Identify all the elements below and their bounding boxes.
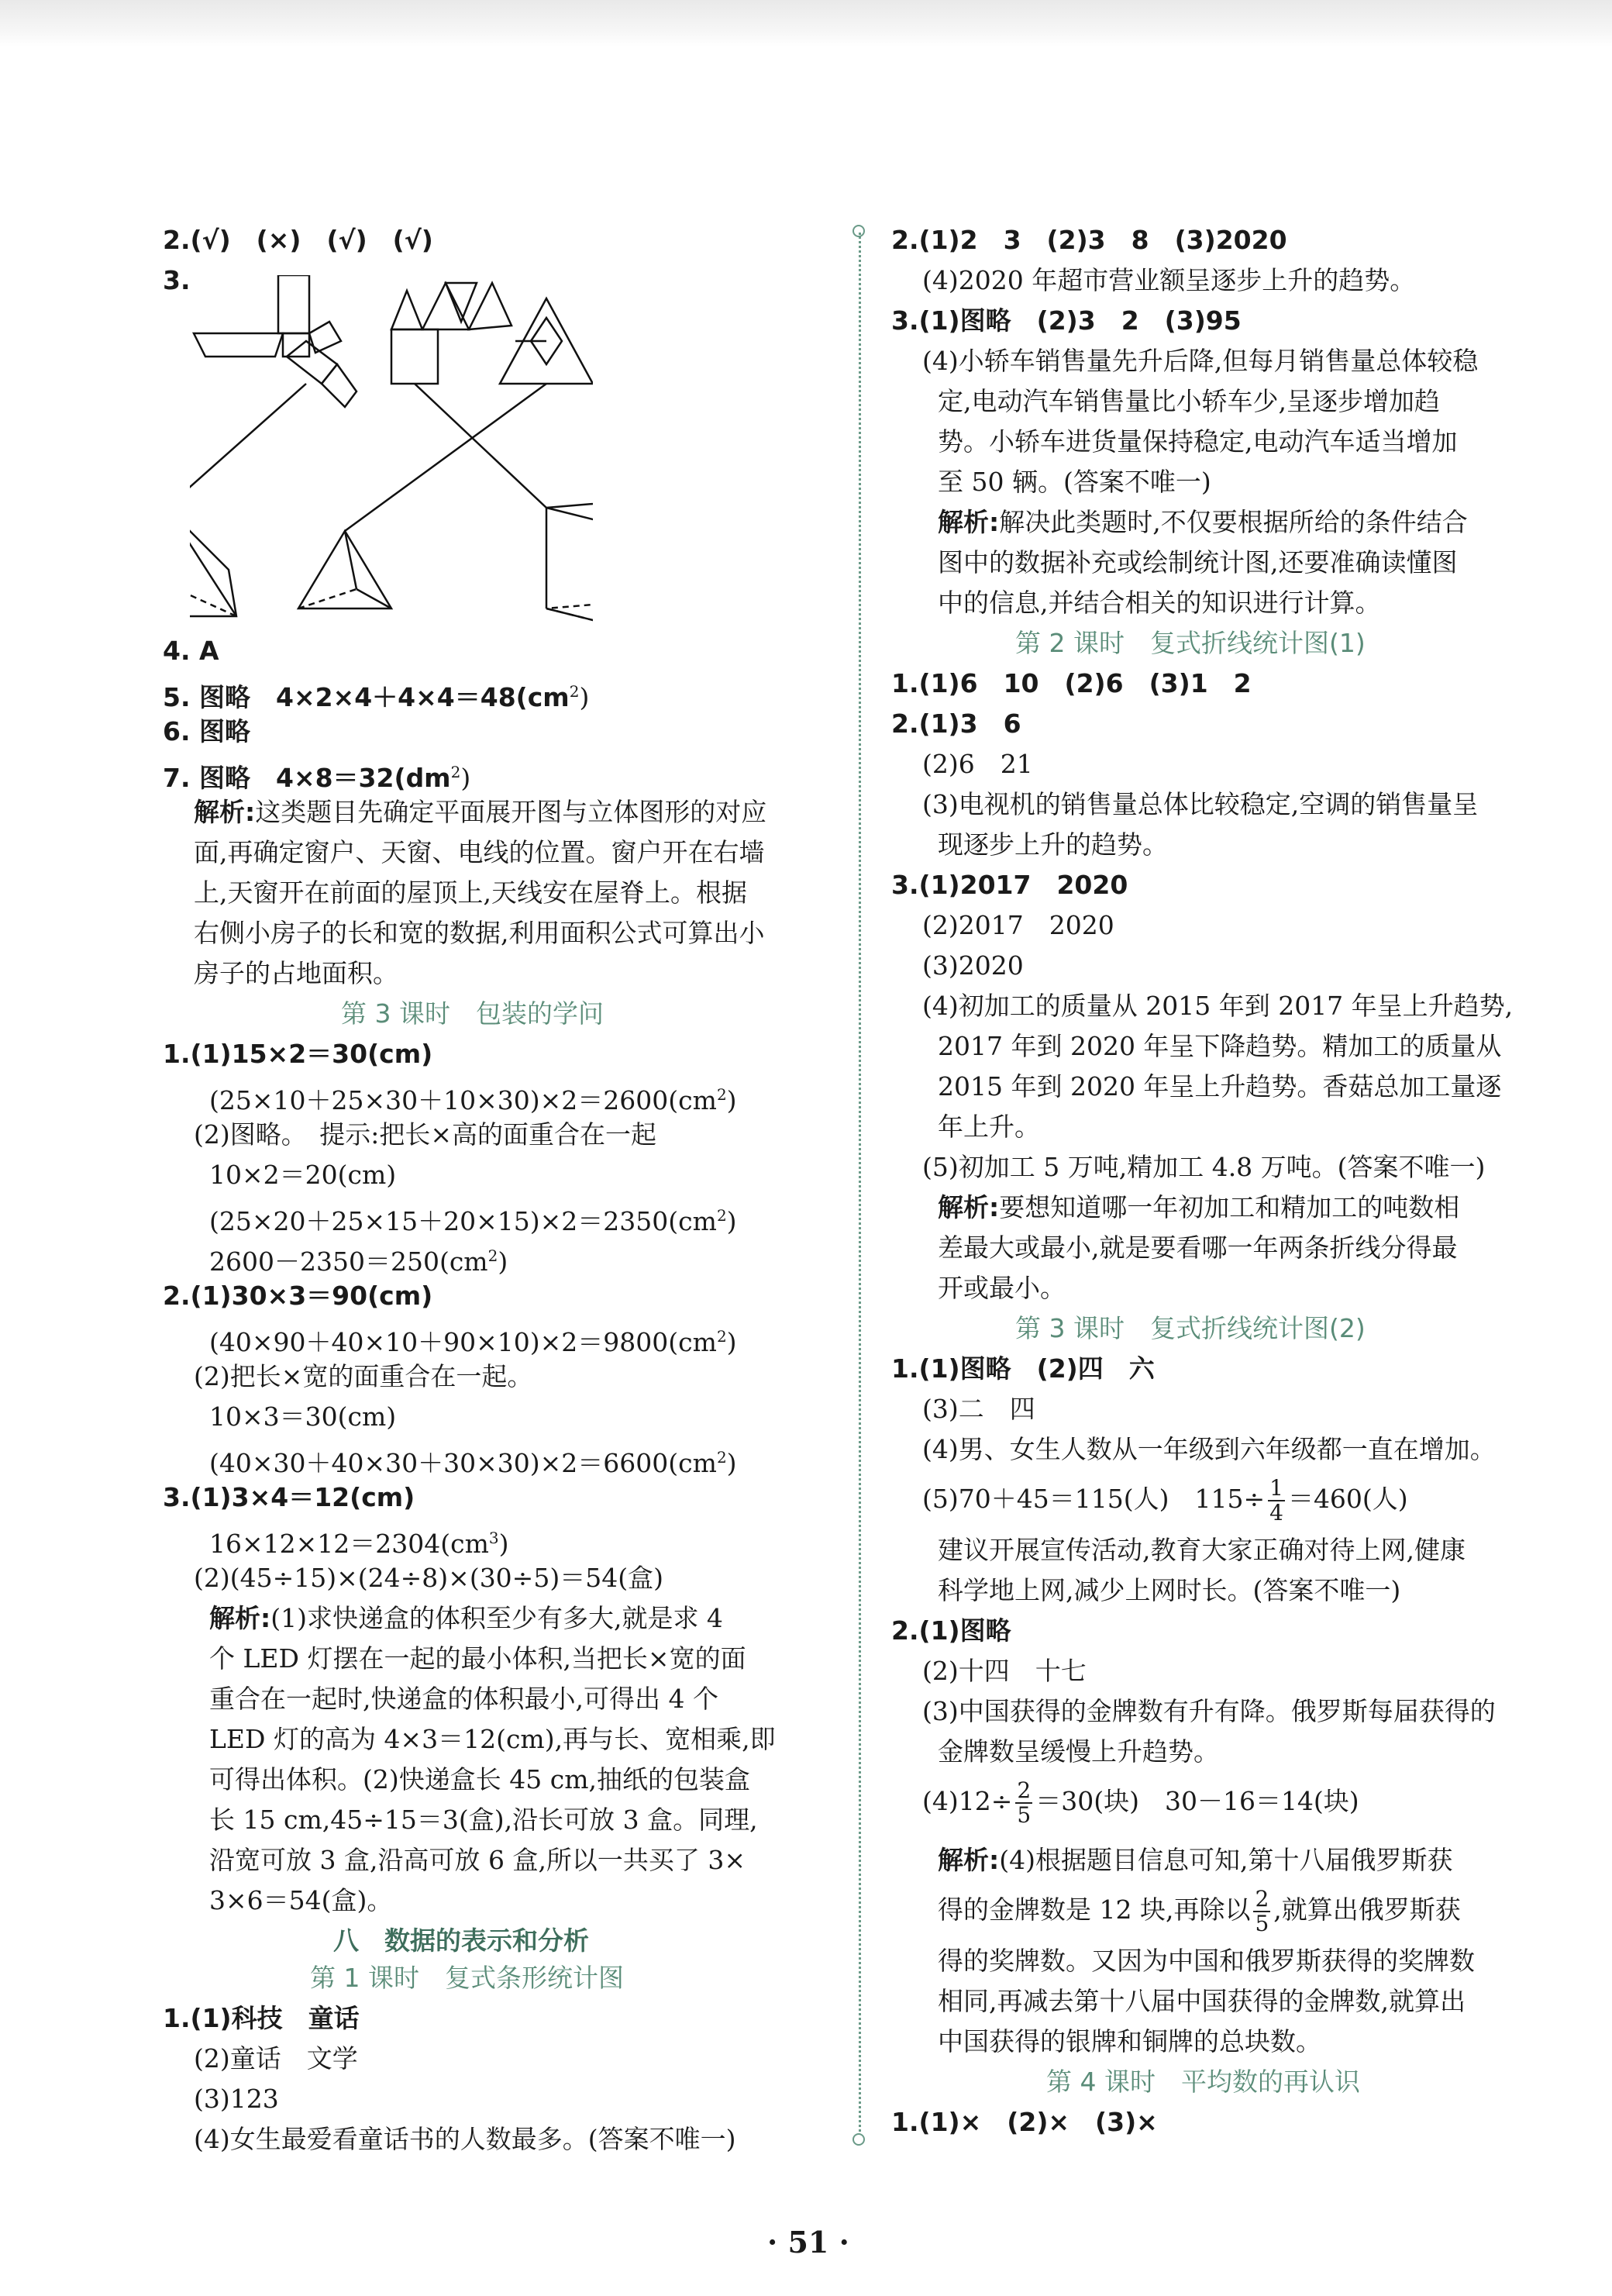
analysis-line: 房子的占地面积。 bbox=[194, 958, 398, 988]
answer-line: (2)图略。 提示:把长×高的面重合在一起 bbox=[194, 1119, 657, 1150]
column-divider bbox=[859, 233, 861, 2132]
paren: ) bbox=[726, 1448, 737, 1478]
top-scan-band bbox=[0, 0, 1612, 47]
answer-line: (40×90＋40×10＋90×10)×2＝9800(cm bbox=[209, 1327, 717, 1357]
answer-line: (40×30＋40×30＋30×30)×2＝6600(cm bbox=[209, 1448, 717, 1478]
answer-q4: 4. A bbox=[163, 636, 219, 666]
answer-line: (25×10＋25×30＋10×30)×2＝2600(cm bbox=[209, 1085, 717, 1115]
answer-line: 2.(1)2 3 (2)3 8 (3)2020 bbox=[891, 225, 1287, 255]
answer-line: 金牌数呈缓慢上升趋势。 bbox=[938, 1736, 1219, 1767]
analysis-line: 得的奖牌数。又因为中国和俄罗斯获得的奖牌数 bbox=[938, 1946, 1475, 1976]
answer-line: 定,电动汽车销售量比小轿车少,呈逐步增加趋 bbox=[938, 386, 1440, 416]
paren: ) bbox=[460, 763, 471, 793]
analysis-line: ,就算出俄罗斯获 bbox=[1273, 1894, 1461, 1925]
analysis-label: 解析: bbox=[938, 1192, 1000, 1222]
analysis-line: 图中的数据补充或绘制统计图,还要准确读懂图 bbox=[938, 547, 1458, 577]
answer-line: (3)2020 bbox=[922, 950, 1024, 981]
analysis-line: 可得出体积。(2)快递盒长 45 cm,抽纸的包装盒 bbox=[209, 1764, 750, 1794]
denominator: 5 bbox=[1255, 1911, 1269, 1936]
sup-3: 3 bbox=[488, 1529, 499, 1547]
sup-2: 2 bbox=[716, 1206, 727, 1225]
answer-line: ＝30(块) 30－16＝14(块) bbox=[1035, 1786, 1359, 1816]
analysis-line: 长 15 cm,45÷15＝3(盒),沿长可放 3 盒。同理, bbox=[209, 1805, 758, 1835]
answer-line: 3.(1)3×4＝12(cm) bbox=[163, 1482, 415, 1512]
answer-line: 1.(1)× (2)× (3)× bbox=[891, 2107, 1158, 2137]
answer-line: 16×12×12＝2304(cm bbox=[209, 1529, 489, 1559]
answer-line: (4)初加工的质量从 2015 年到 2017 年呈上升趋势, bbox=[922, 991, 1514, 1021]
paren: ) bbox=[726, 1327, 737, 1357]
section-title: 第 4 课时 平均数的再认识 bbox=[1046, 2067, 1360, 2097]
fraction bbox=[1015, 1779, 1032, 1827]
denominator: 4 bbox=[1269, 1500, 1283, 1525]
analysis-label: 解析: bbox=[194, 797, 256, 827]
net-trapezoid-shape bbox=[194, 333, 283, 357]
paren: ) bbox=[498, 1246, 508, 1277]
fraction bbox=[1253, 1887, 1270, 1936]
answer-line: (5)70＋45＝115(人) 115÷ bbox=[922, 1484, 1266, 1514]
answer-line: 2600－2350＝250(cm bbox=[209, 1246, 488, 1277]
denominator: 5 bbox=[1017, 1802, 1032, 1828]
sup-2: 2 bbox=[716, 1327, 727, 1346]
analysis-line: 开或最小。 bbox=[938, 1273, 1066, 1303]
numerator: 2 bbox=[1017, 1777, 1032, 1803]
paren: ) bbox=[726, 1206, 737, 1236]
numerator: 2 bbox=[1255, 1886, 1269, 1912]
answer-line: (3)中国获得的金牌数有升有降。俄罗斯每届获得的 bbox=[922, 1696, 1496, 1726]
numerator: 1 bbox=[1269, 1475, 1283, 1501]
analysis-line: 3×6＝54(盒)。 bbox=[209, 1885, 393, 1915]
answer-line: 3.(1)图略 (2)3 2 (3)95 bbox=[891, 305, 1242, 336]
answer-line: (3)电视机的销售量总体比较稳定,空调的销售量呈 bbox=[922, 789, 1479, 819]
answer-line: 势。小轿车进货量保持稳定,电动汽车适当增加 bbox=[938, 426, 1458, 457]
answer-line: 2.(1)图略 bbox=[891, 1615, 1011, 1646]
answer-line: (4)2020 年超市营业额呈逐步上升的趋势。 bbox=[922, 265, 1416, 295]
analysis-line: 差最大或最小,就是要看哪一年两条折线分得最 bbox=[938, 1232, 1458, 1263]
analysis-line: 右侧小房子的长和宽的数据,利用面积公式可算出小 bbox=[194, 918, 765, 948]
answer-line: (2)6 21 bbox=[922, 749, 1033, 779]
answer-line: 1.(1)6 10 (2)6 (3)1 2 bbox=[891, 668, 1252, 698]
analysis-line: 中的信息,并结合相关的知识进行计算。 bbox=[938, 588, 1381, 618]
sup-2: 2 bbox=[569, 682, 580, 701]
sup-2: 2 bbox=[450, 763, 461, 781]
fraction bbox=[1268, 1477, 1285, 1525]
answer-line: (2)2017 2020 bbox=[922, 910, 1114, 940]
answer-line: 3.(1)2017 2020 bbox=[891, 870, 1128, 900]
answer-line: (4)12÷ bbox=[922, 1786, 1013, 1816]
answer-line: 10×3＝30(cm) bbox=[209, 1401, 397, 1432]
sup-2: 2 bbox=[716, 1448, 727, 1467]
analysis-line: 个 LED 灯摆在一起的最小体积,当把长×宽的面 bbox=[209, 1643, 746, 1674]
analysis-line: 这类题目先确定平面展开图与立体图形的对应 bbox=[255, 797, 767, 827]
analysis-line: (4)根据题目信息可知,第十八届俄罗斯获 bbox=[999, 1845, 1453, 1875]
answer-line: 2015 年到 2020 年呈上升趋势。香菇总加工量逐 bbox=[938, 1071, 1502, 1101]
section-title: 第 1 课时 复式条形统计图 bbox=[310, 1963, 624, 1993]
answer-line: (4)女生最爱看童话书的人数最多。(答案不唯一) bbox=[194, 2124, 736, 2154]
answer-line: 2017 年到 2020 年呈下降趋势。精加工的质量从 bbox=[938, 1031, 1502, 1061]
answer-line: (4)男、女生人数从一年级到六年级都一直在增加。 bbox=[922, 1434, 1496, 1464]
answer-line: 2.(1)3 6 bbox=[891, 708, 1021, 739]
answer-q3: 3. bbox=[163, 265, 191, 295]
answer-line: 科学地上网,减少上网时长。(答案不唯一) bbox=[938, 1575, 1401, 1605]
paren: ) bbox=[579, 682, 590, 712]
answer-line: 2.(1)30×3＝90(cm) bbox=[163, 1281, 433, 1311]
answer-q2: 2.(√) (×) (√) (√) bbox=[163, 225, 433, 255]
analysis-line: 得的金牌数是 12 块,再除以 bbox=[938, 1894, 1251, 1925]
answer-q5: 5. 图略 4×2×4＋4×4＝48(cm bbox=[163, 682, 570, 712]
answer-line: 1.(1)15×2＝30(cm) bbox=[163, 1039, 433, 1069]
analysis-label: 解析: bbox=[938, 507, 1000, 537]
analysis-label: 解析: bbox=[209, 1603, 271, 1633]
answer-line: 1.(1)图略 (2)四 六 bbox=[891, 1353, 1155, 1384]
analysis-line: 上,天窗开在前面的屋顶上,天线安在屋脊上。根据 bbox=[194, 877, 747, 908]
answer-line: (25×20＋25×15＋20×15)×2＝2350(cm bbox=[209, 1206, 717, 1236]
matching-figure bbox=[190, 275, 593, 624]
section-title: 第 3 课时 复式折线统计图(2) bbox=[1015, 1313, 1366, 1343]
section-title: 第 3 课时 包装的学问 bbox=[341, 998, 604, 1029]
analysis-line: 中国获得的银牌和铜牌的总块数。 bbox=[938, 2026, 1321, 2056]
answer-line: (3)二 四 bbox=[922, 1394, 1035, 1424]
analysis-line: 沿宽可放 3 盒,沿高可放 6 盒,所以一共买了 3× bbox=[209, 1845, 746, 1875]
unit-title: 八 数据的表示和分析 bbox=[333, 1925, 589, 1956]
answer-line: (5)初加工 5 万吨,精加工 4.8 万吨。(答案不唯一) bbox=[922, 1152, 1486, 1182]
sup-2: 2 bbox=[487, 1246, 498, 1265]
divider-dot bbox=[852, 2133, 865, 2146]
page-number: · 51 · bbox=[767, 2225, 849, 2260]
paren: ) bbox=[498, 1529, 509, 1559]
analysis-line: (1)求快递盒的体积至少有多大,就是求 4 bbox=[270, 1603, 723, 1633]
answer-line: 现逐步上升的趋势。 bbox=[938, 829, 1168, 860]
analysis-line: 面,再确定窗户、天窗、电线的位置。窗户开在右墙 bbox=[194, 837, 765, 867]
section-title: 第 2 课时 复式折线统计图(1) bbox=[1015, 628, 1366, 658]
answer-line: ＝460(人) bbox=[1287, 1484, 1408, 1514]
answer-line: 至 50 辆。(答案不唯一) bbox=[938, 467, 1211, 497]
answer-line: (2)(45÷15)×(24÷8)×(30÷5)＝54(盒) bbox=[194, 1563, 663, 1593]
answer-line: 建议开展宣传活动,教育大家正确对待上网,健康 bbox=[938, 1535, 1466, 1565]
paren: ) bbox=[726, 1085, 737, 1115]
answer-line: (2)童话 文学 bbox=[194, 2043, 358, 2074]
answer-q7: 7. 图略 4×8＝32(dm bbox=[163, 763, 451, 793]
answer-line: (2)十四 十七 bbox=[922, 1656, 1087, 1686]
answer-line: (4)小轿车销售量先升后降,但每月销售量总体较稳 bbox=[922, 346, 1479, 376]
answer-line: 年上升。 bbox=[938, 1112, 1040, 1142]
answer-line: 1.(1)科技 童话 bbox=[163, 2003, 360, 2033]
analysis-line: 重合在一起时,快递盒的体积最小,可得出 4 个 bbox=[209, 1684, 718, 1714]
analysis-label: 解析: bbox=[938, 1845, 1000, 1875]
analysis-line: LED 灯的高为 4×3＝12(cm),再与长、宽相乘,即 bbox=[209, 1724, 776, 1754]
analysis-line: 要想知道哪一年初加工和精加工的吨数相 bbox=[999, 1192, 1460, 1222]
answer-line: 10×2＝20(cm) bbox=[209, 1160, 397, 1190]
answer-q6: 6. 图略 bbox=[163, 716, 250, 746]
answer-line: (2)把长×宽的面重合在一起。 bbox=[194, 1361, 533, 1391]
analysis-line: 相同,再减去第十八届中国获得的金牌数,就算出 bbox=[938, 1986, 1466, 2016]
sup-2: 2 bbox=[716, 1085, 727, 1104]
answer-line: (3)123 bbox=[194, 2084, 279, 2114]
analysis-line: 解决此类题时,不仅要根据所给的条件结合 bbox=[999, 507, 1468, 537]
